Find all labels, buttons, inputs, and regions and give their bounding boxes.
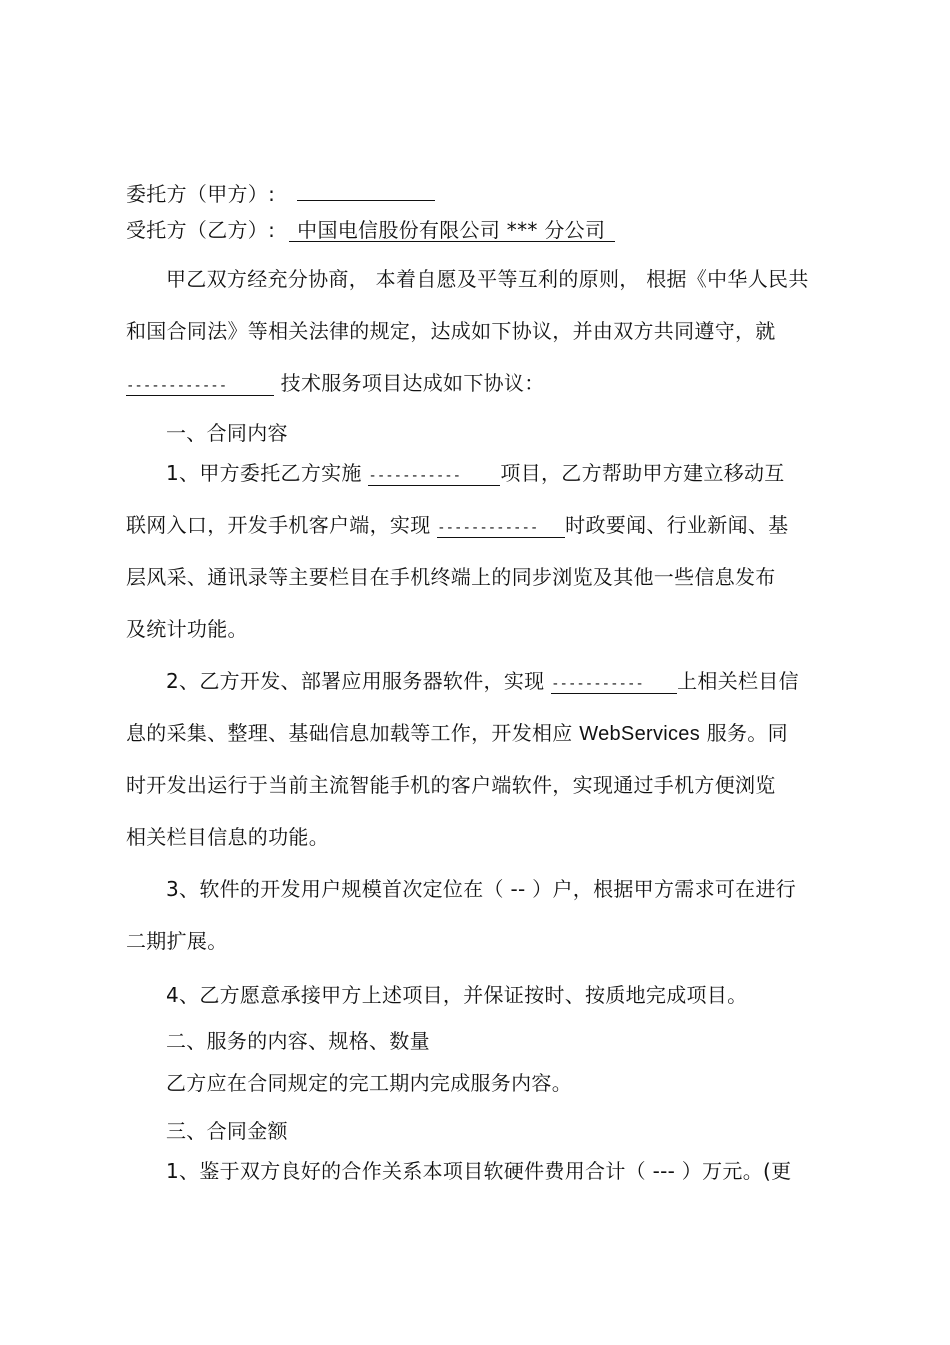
item-1-project-blank: ----------- (368, 467, 500, 486)
item-2-line-1: 2、乙方开发、部署应用服务器软件，实现 ----------- 上相关栏目信 (166, 669, 799, 693)
contractor-party-line (126, 216, 615, 244)
section-1-heading: 一、合同内容 (166, 421, 288, 445)
item-3-line-2: 二期扩展。 (126, 929, 228, 953)
section-2-body: 乙方应在合同规定的完工期内完成服务内容。 (166, 1071, 572, 1095)
item-2-line-3: 时开发出运行于当前主流智能手机的客户端软件，实现通过手机方便浏览 (126, 773, 776, 797)
preamble-line-1: 甲乙双方经充分协商， 本着自愿及平等互利的原则， 根据《中华人民共 (166, 267, 809, 291)
client-label: 委托方（甲方）: (126, 182, 276, 206)
section-3-heading: 三、合同金额 (166, 1119, 288, 1143)
project-name-blank: ------------ (126, 377, 274, 396)
section-3-item-1: 1、鉴于双方良好的合作关系本项目软硬件费用合计（ --- ）万元。(更 (166, 1159, 792, 1183)
item-1-line-3: 层风采、通讯录等主要栏目在手机终端上的同步浏览及其他一些信息发布 (126, 565, 776, 589)
contractor-label: 受托方（乙方）: (126, 218, 276, 242)
item-1-line-4: 及统计功能。 (126, 617, 248, 641)
item-2-line-2: 息的采集、整理、基础信息加载等工作，开发相应 WebServices 服务。同 (126, 721, 788, 745)
item-1-platform-blank: ------------ (437, 519, 565, 538)
preamble-line-2: 和国合同法》等相关法律的规定，达成如下协议，并由双方共同遵守，就 (126, 319, 776, 343)
webservices-text: WebServices (579, 723, 701, 745)
preamble-line-3 (126, 369, 545, 397)
item-2-platform-blank: ----------- (551, 675, 677, 694)
item-4: 4、乙方愿意承接甲方上述项目，并保证按时、按质地完成项目。 (166, 983, 748, 1007)
item-2-line-4: 相关栏目信息的功能。 (126, 825, 329, 849)
client-party-line (126, 180, 435, 208)
contractor-name: 中国电信股份有限公司 *** 分公司 (289, 219, 615, 242)
item-1-line-2: 联网入口，开发手机客户端，实现 ------------ 时政要闻、行业新闻、基 (126, 513, 789, 537)
item-3-line-1: 3、软件的开发用户规模首次定位在（ -- ）户，根据甲方需求可在进行 (166, 877, 797, 901)
preamble-line-3-text: 技术服务项目达成如下协议： (274, 371, 545, 395)
client-name-blank (297, 200, 435, 201)
item-1-line-1: 1、甲方委托乙方实施 ----------- 项目，乙方帮助甲方建立移动互 (166, 461, 785, 485)
section-2-heading: 二、服务的内容、规格、数量 (166, 1029, 430, 1053)
